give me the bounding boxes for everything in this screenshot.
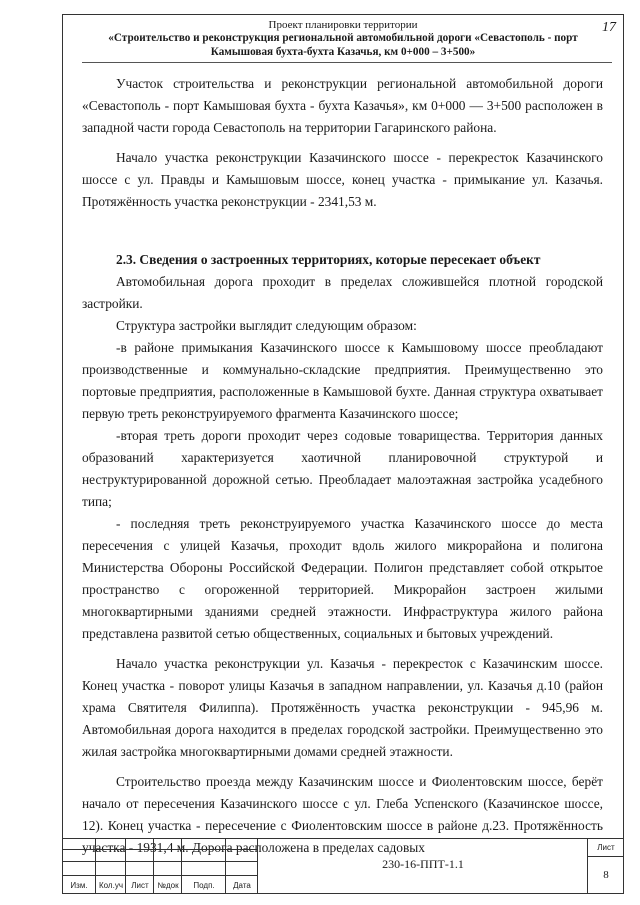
grid-cell	[182, 850, 226, 862]
grid-cell	[96, 862, 126, 876]
col-label-list: Лист	[131, 881, 149, 890]
sheet-rule	[588, 856, 624, 857]
document-code: 230-16-ППТ-1.1	[382, 857, 464, 871]
blank-line	[82, 213, 603, 235]
col-label-data: Дата	[233, 881, 251, 890]
project-label: Проект планировки территории	[268, 19, 418, 31]
col-label-kol-uch: Кол.уч	[99, 881, 123, 890]
header-divider	[82, 62, 612, 63]
paragraph-kazachya-street: Начало участка реконструкции ул. Казачья - перекресток с Казачинским шоссе. Конец участка - поворот улицы Казачья в западном направлении, ул. Казачья д.10 (район храма Святителя Филиппа). Протяжённость участка реконструкции - 945,96 м. Автомобильная дорога находится в пределах городской застройки. Преимущественно это жилая застройка многоквартирными домами средней этажности.	[82, 656, 603, 759]
grid-cell	[96, 839, 126, 850]
title-block	[62, 838, 624, 894]
col-label-izm: Изм.	[70, 881, 88, 890]
document-body	[82, 73, 603, 859]
grid-cell	[154, 839, 182, 850]
grid-cell	[96, 850, 126, 862]
grid-cell	[126, 839, 154, 850]
sheet-label: Лист	[597, 843, 615, 852]
grid-cell	[154, 862, 182, 876]
document-title	[70, 31, 616, 59]
section-heading: 2.3. Сведения о застроенных территориях, которые пересекает объект	[116, 252, 541, 267]
paragraph-last-third: - последняя треть реконструируемого участка Казачинского шоссе до места пересечения с улицей Казачья, проходит вдоль жилого микрорайона и полигона Министерства Обороны Российской Федерации. Полигон представляет собой открытое пространство с огороженной территорией. Микрорайон застроен жилыми многоквартирными зданиями средней этажности. Инфраструктура жилого района представлена развитой сетью общественных, социальных и бытовых учреждений.	[82, 516, 603, 641]
paragraph-dense-development: Автомобильная дорога проходит в пределах сложившейся плотной городской застройки.	[82, 274, 603, 311]
grid-cell	[62, 839, 96, 850]
grid-cell	[154, 850, 182, 862]
document-title-line2: Камышовая бухта-бухта Казачья, км 0+000 – 3+500»	[210, 46, 476, 58]
paragraph-site-location: Участок строительства и реконструкции региональной автомобильной дороги «Севастополь - порт Камышовая бухта - бухта Казачья», км 0+000 — 3+500 расположен в западной части города Севастополь на территории Гагаринского района.	[82, 76, 603, 135]
grid-cell	[126, 862, 154, 876]
grid-cell	[62, 850, 96, 862]
paragraph-second-third: -вторая треть дороги проходит через содовые товарищества. Территория данных образований характеризуется хаотичной планировочной структурой и неструктурированной дорожной сетью. Преобладает малоэтажная застройка усадебного типа;	[82, 428, 603, 509]
grid-cell	[226, 862, 258, 876]
grid-cell	[226, 850, 258, 862]
paragraph-first-third: -в районе примыкания Казачинского шоссе к Камышовому шоссе преобладают производственные и коммунально-складские предприятия. Преимущественно это портовые предприятия, расположенные в Камышовой бухте. Данная структура охватывает первую треть реконструируемого фрагмента Казачинского шоссе;	[82, 340, 603, 421]
page-number: 17	[602, 20, 616, 35]
paragraph-structure-intro: Структура застройки выглядит следующим образом:	[116, 318, 417, 333]
col-label-ndok: №док	[157, 881, 179, 890]
paragraph-passage-construction: Строительство проезда между Казачинским шоссе и Фиолентовским шоссе, берёт начало от пересечения Казачинского шоссе с ул. Глеба Успенского (Казачинское шоссе, 12). Конец участка - пересечение с Фиолентовским шоссе в районе д.23. Протяжённость участка - 1931,4 м. Дорога расположена в пределах садовых	[82, 774, 603, 855]
grid-cell	[182, 862, 226, 876]
paragraph-kazachinskoe-section: Начало участка реконструкции Казачинского шоссе - перекресток Казачинского шоссе с ул. Правды и Камышовым шоссе, конец участка - примыкание ул. Казачья. Протяжённость участка реконструкции - 2341,53 м.	[82, 150, 603, 209]
grid-cell	[62, 862, 96, 876]
sheet-number: 8	[603, 869, 609, 881]
grid-cell	[126, 850, 154, 862]
grid-cell	[182, 839, 226, 850]
col-label-podp: Подп.	[193, 881, 215, 890]
revision-grid	[62, 839, 258, 894]
grid-cell	[226, 839, 258, 850]
document-title-line1: «Строительство и реконструкция региональной автомобильной дороги «Севастополь - порт	[108, 32, 578, 44]
